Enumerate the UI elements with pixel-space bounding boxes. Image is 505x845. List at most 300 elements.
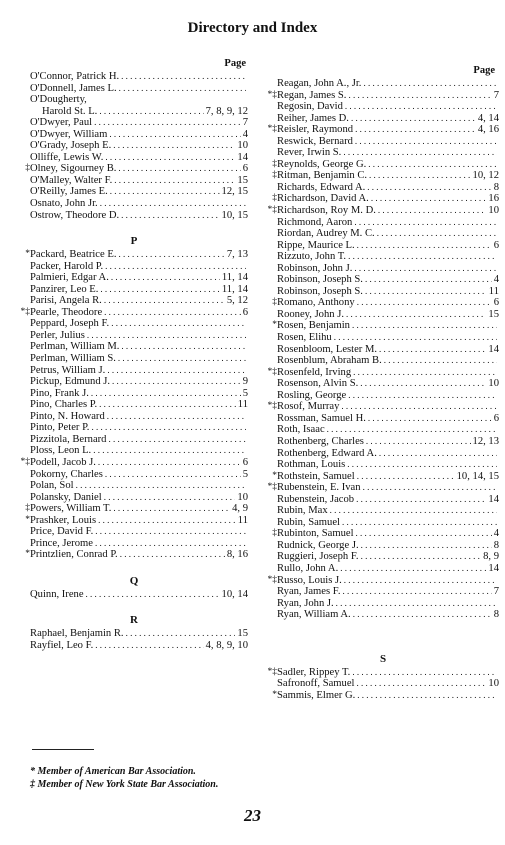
footnote-nysba: ‡ Member of New York State Bar Association. xyxy=(30,778,219,790)
entry-name: Robinson, John J. xyxy=(277,262,353,274)
index-entry xyxy=(267,205,499,217)
entry-name: Panzirer, Leo E. xyxy=(30,283,99,295)
page-column-header: Page xyxy=(224,58,246,69)
index-entry xyxy=(267,297,499,309)
entry-pages: 10, 15 xyxy=(221,209,248,221)
membership-mark xyxy=(20,628,30,640)
leader-dots xyxy=(107,411,246,423)
index-entry xyxy=(267,263,499,275)
leader-dots xyxy=(118,163,240,175)
membership-mark xyxy=(20,106,30,118)
leader-dots xyxy=(98,515,236,527)
membership-mark xyxy=(267,101,277,113)
index-entry xyxy=(20,83,248,95)
membership-mark: *‡ xyxy=(20,306,30,317)
leader-dots xyxy=(342,517,497,529)
index-entry xyxy=(20,186,248,198)
membership-mark xyxy=(267,147,277,159)
membership-mark: *‡ xyxy=(267,124,277,135)
entry-name: Rosen, Benjamin xyxy=(277,320,350,332)
leader-dots xyxy=(111,272,220,284)
index-entry xyxy=(267,101,499,113)
index-entry xyxy=(267,332,499,344)
membership-mark xyxy=(267,598,277,610)
entry-name: Richmond, Aaron xyxy=(277,216,353,228)
leader-dots xyxy=(104,307,241,319)
leader-dots xyxy=(369,170,470,182)
entry-pages: 10, 14, 15 xyxy=(456,470,499,482)
entry-name: Ryan, William A. xyxy=(277,609,351,621)
entry-name: O'Dwyer, Paul xyxy=(30,117,93,129)
entry-name: Rullo, John A. xyxy=(277,562,339,574)
membership-mark xyxy=(20,538,30,550)
membership-mark: *‡ xyxy=(267,205,277,216)
entry-name: O'Donnell, James L. xyxy=(30,82,117,94)
membership-mark xyxy=(267,355,277,367)
entry-pages: 11, 14 xyxy=(221,283,248,295)
membership-mark xyxy=(267,113,277,125)
entry-name: Packard, Beatrice E. xyxy=(30,249,117,261)
leader-dots xyxy=(119,83,246,95)
leader-dots xyxy=(108,434,246,446)
membership-mark xyxy=(20,295,30,307)
membership-mark: *‡ xyxy=(267,574,277,585)
leader-dots xyxy=(99,399,236,411)
leader-dots xyxy=(352,667,497,679)
entry-pages: 8, 16 xyxy=(226,549,248,561)
leader-dots xyxy=(104,295,225,307)
entry-pages: 5 xyxy=(242,387,248,399)
leader-dots xyxy=(121,210,219,222)
entry-name: Safronoff, Samuel xyxy=(277,678,355,690)
index-entry xyxy=(267,286,499,298)
entry-pages: 4, 16 xyxy=(477,124,499,136)
index-entry xyxy=(267,90,499,102)
entry-name: Rothenberg, Charles xyxy=(277,435,364,447)
entry-name: Pino, Frank J. xyxy=(30,387,89,399)
leader-dots xyxy=(105,469,241,481)
entry-name: Olney, Sigourney B. xyxy=(30,163,117,175)
leader-dots xyxy=(114,175,235,187)
index-entry xyxy=(20,515,248,527)
index-entry xyxy=(267,598,499,610)
index-entry xyxy=(20,469,248,481)
entry-pages: 4 xyxy=(493,274,499,286)
leader-dots xyxy=(363,482,497,494)
leader-dots xyxy=(348,251,497,263)
entry-pages: 11 xyxy=(237,514,248,526)
entry-pages: 4, 8, 9, 10 xyxy=(205,639,248,651)
leader-dots xyxy=(365,286,487,298)
index-entry xyxy=(267,309,499,321)
leader-dots xyxy=(107,365,246,377)
membership-mark xyxy=(267,505,277,517)
index-entry xyxy=(20,589,248,601)
index-entry xyxy=(20,249,248,261)
index-entry xyxy=(267,159,499,171)
leader-dots xyxy=(118,353,246,365)
membership-mark xyxy=(267,378,277,390)
entry-name: Rever, Irwin S. xyxy=(277,147,342,159)
membership-mark xyxy=(267,540,277,552)
index-entry xyxy=(267,170,499,182)
left-column xyxy=(20,58,248,652)
leader-dots xyxy=(355,124,476,136)
leader-dots xyxy=(93,445,246,457)
entry-name: Printzlien, Conrad P. xyxy=(30,549,118,561)
entry-pages: 10 xyxy=(237,491,248,503)
membership-mark xyxy=(20,411,30,423)
entry-pages: 8 xyxy=(493,181,499,193)
membership-mark xyxy=(20,198,30,210)
entry-name: Rosenblum, Abraham B. xyxy=(277,355,382,367)
entry-pages: 4 xyxy=(493,528,499,540)
entry-name: Robinson, Joseph S. xyxy=(277,274,363,286)
index-entry xyxy=(267,563,499,575)
membership-mark: ‡ xyxy=(25,503,30,514)
membership-mark xyxy=(20,284,30,296)
index-entry xyxy=(267,217,499,229)
leader-dots xyxy=(354,217,497,229)
entry-name: Pokorny, Charles xyxy=(30,468,103,480)
index-entry xyxy=(20,365,248,377)
entry-name: Rosenson, Alvin S. xyxy=(277,378,359,390)
entry-name: Ostrow, Theodore D. xyxy=(30,209,120,221)
right-column xyxy=(267,58,499,701)
membership-mark xyxy=(20,210,30,222)
entry-name: Rosenbloom, Lester M. xyxy=(277,343,378,355)
entry-pages: 8 xyxy=(493,609,499,621)
entry-name: Petrus, William J. xyxy=(30,364,106,376)
index-entry xyxy=(267,436,499,448)
entry-name: Richardson, David A. xyxy=(277,193,369,205)
entry-name: Harold St. L. xyxy=(42,105,98,117)
leader-dots xyxy=(361,551,482,563)
entry-name: Roth, Isaac xyxy=(277,424,325,436)
leader-dots xyxy=(95,526,246,538)
entry-name: Rothenberg, Edward A. xyxy=(277,447,377,459)
entry-name: Reynolds, George G. xyxy=(277,158,367,170)
membership-mark xyxy=(20,175,30,187)
entry-name: Richardson, Roy M. D. xyxy=(277,205,376,217)
entry-name: Ryan, James F. xyxy=(277,586,341,598)
entry-name: Olliffe, Lewis W. xyxy=(30,151,104,163)
entry-pages: 11 xyxy=(237,399,248,411)
index-entry xyxy=(20,526,248,538)
leader-dots xyxy=(126,628,236,640)
entry-pages: 6 xyxy=(242,306,248,318)
index-entry xyxy=(267,528,499,540)
membership-mark xyxy=(267,609,277,621)
leader-dots xyxy=(99,106,203,118)
entry-pages: 7, 8, 9, 12 xyxy=(205,105,248,117)
leader-dots xyxy=(341,401,497,413)
entry-name: Rothstein, Samuel xyxy=(277,470,355,482)
entry-name: Pearle, Theodore xyxy=(30,306,103,318)
index-entry xyxy=(267,78,499,90)
membership-mark xyxy=(267,309,277,321)
entry-pages: 9 xyxy=(242,376,248,388)
leader-dots xyxy=(105,152,235,164)
entry-pages: 7 xyxy=(242,117,248,129)
index-entry xyxy=(20,376,248,388)
entry-name: Perlman, William S. xyxy=(30,353,116,365)
membership-mark xyxy=(20,469,30,481)
index-entry xyxy=(20,503,248,515)
index-entry xyxy=(20,330,248,342)
membership-mark xyxy=(267,586,277,598)
entry-name: Raphael, Benjamin R. xyxy=(30,628,124,640)
index-entry xyxy=(267,344,499,356)
membership-mark xyxy=(267,390,277,402)
membership-mark xyxy=(20,341,30,353)
leader-dots xyxy=(330,505,497,517)
entry-name: Perlman, William M. xyxy=(30,341,120,353)
membership-mark xyxy=(267,78,277,90)
entry-name: Riordan, Audrey M. C. xyxy=(277,228,375,240)
index-entry xyxy=(267,667,499,679)
entry-name: Reagan, John A., Jr. xyxy=(277,78,362,89)
index-entry xyxy=(20,538,248,550)
leader-dots xyxy=(363,78,497,90)
index-entry xyxy=(267,459,499,471)
leader-dots xyxy=(76,480,246,492)
index-entry xyxy=(267,575,499,587)
index-entry xyxy=(20,94,248,106)
index-entry xyxy=(20,71,248,83)
index-entry xyxy=(20,628,248,640)
leader-dots xyxy=(346,309,486,321)
leader-dots xyxy=(353,609,492,621)
index-entry xyxy=(267,586,499,598)
index-entry xyxy=(20,152,248,164)
membership-mark: * xyxy=(272,689,277,700)
leader-dots xyxy=(109,129,240,141)
entry-name: Pizzitola, Bernard xyxy=(30,433,107,445)
membership-mark xyxy=(20,83,30,95)
entry-name: Rosling, George xyxy=(277,389,347,401)
membership-mark xyxy=(267,563,277,575)
entry-pages: 14 xyxy=(488,493,499,505)
leader-dots xyxy=(367,182,491,194)
leader-dots xyxy=(360,378,486,390)
membership-mark xyxy=(20,480,30,492)
membership-mark xyxy=(20,261,30,273)
entry-name: Ploss, Leon L. xyxy=(30,445,92,457)
leader-dots xyxy=(347,459,497,471)
index-entry xyxy=(20,318,248,330)
index-entry xyxy=(267,367,499,379)
membership-mark xyxy=(20,422,30,434)
entry-name: Pickup, Edmund J. xyxy=(30,376,111,388)
membership-mark: * xyxy=(25,549,30,560)
entry-name: Rudnick, George J. xyxy=(277,539,359,551)
index-entry xyxy=(20,341,248,353)
entry-pages: 6 xyxy=(493,297,499,309)
leader-dots xyxy=(342,586,491,598)
membership-mark xyxy=(20,589,30,601)
membership-mark: ‡ xyxy=(272,297,277,308)
entry-pages: 14 xyxy=(488,562,499,574)
membership-mark: *‡ xyxy=(267,401,277,412)
leader-dots xyxy=(110,186,220,198)
index-entry xyxy=(267,113,499,125)
leader-dots xyxy=(113,140,235,152)
entry-name: Price, David F. xyxy=(30,526,94,538)
leader-dots xyxy=(334,332,497,344)
membership-mark: * xyxy=(25,514,30,525)
membership-mark xyxy=(267,459,277,471)
index-entry xyxy=(267,251,499,263)
entry-name: Reswick, Bernard xyxy=(277,135,353,147)
membership-mark xyxy=(20,186,30,198)
leader-dots xyxy=(86,589,220,601)
index-entry xyxy=(20,284,248,296)
membership-mark xyxy=(267,240,277,252)
leader-dots xyxy=(95,538,246,550)
membership-mark xyxy=(20,526,30,538)
membership-mark xyxy=(20,434,30,446)
leader-dots xyxy=(365,274,492,286)
entry-name: Quinn, Irene xyxy=(30,588,84,600)
index-entry xyxy=(267,678,499,690)
membership-mark xyxy=(267,551,277,563)
entry-pages: 6 xyxy=(242,163,248,175)
entry-name: Rosen, Elihu xyxy=(277,332,332,344)
leader-dots xyxy=(91,422,246,434)
entry-name: Reiher, James D. xyxy=(277,112,349,124)
leader-dots xyxy=(366,436,471,448)
index-entry xyxy=(20,210,248,222)
membership-mark xyxy=(20,640,30,652)
membership-mark xyxy=(20,272,30,284)
membership-mark: *‡ xyxy=(267,482,277,493)
index-entry xyxy=(20,163,248,175)
entry-pages: 4 xyxy=(242,128,248,140)
entry-name: Pinto, Peter P. xyxy=(30,422,90,434)
membership-mark: ‡ xyxy=(272,170,277,181)
index-entry xyxy=(267,505,499,517)
leader-dots xyxy=(355,136,497,148)
entry-name: O'Grady, Joseph E. xyxy=(30,140,112,152)
leader-dots xyxy=(378,205,487,217)
entry-name: Rosenfeld, Irving xyxy=(277,366,352,378)
entry-name: Rippe, Maurice L. xyxy=(277,239,355,251)
entry-pages: 10, 14 xyxy=(221,588,248,600)
leader-dots xyxy=(353,367,497,379)
entry-name: Richards, Edward A. xyxy=(277,181,366,193)
entry-pages: 10 xyxy=(488,678,499,690)
leader-dots xyxy=(118,249,224,261)
index-entry xyxy=(20,175,248,187)
membership-mark xyxy=(267,274,277,286)
entry-pages: 5 xyxy=(242,468,248,480)
leader-dots xyxy=(121,71,246,83)
entry-name: Palmieri, Edgar A. xyxy=(30,272,109,284)
index-entry xyxy=(267,551,499,563)
index-entry xyxy=(20,422,248,434)
membership-mark: ‡ xyxy=(272,528,277,539)
leader-dots xyxy=(111,318,246,330)
entry-name: Parisi, Angela R. xyxy=(30,295,102,307)
index-entry xyxy=(267,448,499,460)
membership-mark xyxy=(267,217,277,229)
leader-dots xyxy=(98,457,241,469)
leader-dots xyxy=(121,341,246,353)
membership-mark: * xyxy=(272,470,277,481)
entry-name: Polansky, Daniel xyxy=(30,491,102,503)
entry-pages: 12, 15 xyxy=(221,186,248,198)
membership-mark xyxy=(20,445,30,457)
entry-name: Rubinton, Samuel xyxy=(277,528,354,540)
entry-name: Pinto, N. Howard xyxy=(30,410,105,422)
membership-mark xyxy=(20,365,30,377)
index-entry xyxy=(20,140,248,152)
membership-mark xyxy=(267,678,277,690)
membership-mark xyxy=(267,448,277,460)
entry-name: Regan, James S. xyxy=(277,89,347,101)
entry-name: Ruggieri, Joseph F. xyxy=(277,551,359,563)
section-heading: R xyxy=(130,614,138,627)
entry-pages: 7 xyxy=(493,89,499,101)
membership-mark xyxy=(267,494,277,506)
index-entry xyxy=(267,378,499,390)
leader-dots xyxy=(344,575,497,587)
entry-name: Perler, Julius xyxy=(30,329,85,341)
index-entry xyxy=(267,471,499,483)
membership-mark xyxy=(267,286,277,298)
entry-name: Rizzuto, John T. xyxy=(277,251,347,263)
entry-name: O'Malley, Walter F. xyxy=(30,174,113,186)
leader-dots xyxy=(91,388,241,400)
membership-mark xyxy=(267,228,277,240)
membership-mark xyxy=(20,388,30,400)
leader-dots xyxy=(377,228,497,240)
entry-name: Podell, Jacob J. xyxy=(30,456,96,468)
leader-dots xyxy=(100,198,246,210)
membership-mark xyxy=(267,136,277,148)
entry-name: Prashker, Louis xyxy=(30,514,97,526)
entry-pages: 11, 14 xyxy=(221,272,248,284)
membership-mark xyxy=(267,436,277,448)
membership-mark xyxy=(267,263,277,275)
leader-dots xyxy=(368,159,497,171)
index-entry xyxy=(267,517,499,529)
leader-dots xyxy=(379,448,497,460)
entry-pages: 7, 13 xyxy=(226,249,248,261)
footnote-divider xyxy=(32,749,94,750)
leader-dots xyxy=(368,413,492,425)
leader-dots xyxy=(352,320,497,332)
index-entry xyxy=(267,390,499,402)
leader-dots xyxy=(345,101,497,113)
leader-dots xyxy=(95,640,203,652)
membership-mark xyxy=(267,182,277,194)
page-title: Directory and Index xyxy=(187,20,318,36)
page-number: 23 xyxy=(244,806,261,825)
footnote-aba: * Member of American Bar Association. xyxy=(30,766,196,777)
membership-mark xyxy=(20,376,30,388)
section-heading: Q xyxy=(129,574,139,587)
membership-mark xyxy=(20,140,30,152)
entry-pages: 5, 12 xyxy=(226,295,248,307)
leader-dots xyxy=(104,492,236,504)
membership-mark: ‡ xyxy=(272,193,277,204)
entry-name: Rubenstein, E. Ivan xyxy=(277,482,361,494)
membership-mark: ‡ xyxy=(272,158,277,169)
entry-pages: 6 xyxy=(493,239,499,251)
entry-name: O'Dwyer, William xyxy=(30,128,108,140)
